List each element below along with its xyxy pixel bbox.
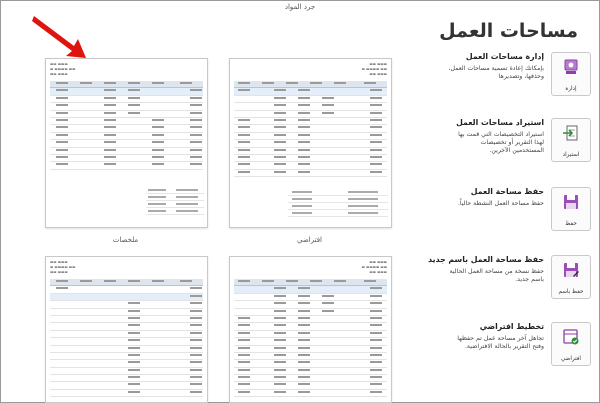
report-caption: جرد المواد (284, 3, 316, 11)
action-manage-workspaces (404, 48, 594, 110)
thumbnail-header: ▬▬ ▬▬▬ ▬ ▬▬▬▬ ▬▬ ▬▬ ▬▬▬ (50, 260, 76, 274)
action-description: حفظ نسخة من مساحة العمل الحالية باسم جديد. (449, 268, 544, 283)
thumbnail-table (50, 81, 203, 170)
action-save-workspace-as (404, 251, 594, 313)
action-description: بإمكانك إعادة تسمية مساحات العمل، وحذفها، وتصديرها (448, 65, 544, 80)
save-as-icon (562, 261, 580, 279)
thumbnail-summary (288, 189, 388, 217)
workspace-thumbnail-default[interactable] (229, 58, 392, 228)
arrow-pointer-icon (28, 12, 88, 60)
default-layout-icon (562, 328, 580, 346)
workspace-thumbnail-summaries[interactable] (45, 58, 208, 228)
action-title: استيراد مساحات العمل (456, 118, 544, 127)
manage-button[interactable]: إدارة (551, 52, 591, 96)
thumbnail-header: ▬▬ ▬▬▬ ▬ ▬▬▬▬ ▬▬ ▬▬ ▬▬▬ (361, 62, 387, 76)
save-icon (562, 193, 580, 211)
workspace-label: ملخصات (112, 236, 139, 244)
action-title: تخطيط افتراضي (479, 322, 544, 331)
manage-icon (562, 58, 580, 76)
action-title: حفظ مساحة العمل (470, 187, 544, 196)
thumbnail-header: ▬▬ ▬▬▬ ▬ ▬▬▬▬ ▬▬ ▬▬ ▬▬▬ (361, 260, 387, 274)
workspace-thumbnail-3[interactable] (229, 256, 392, 403)
thumbnail-table (234, 81, 387, 177)
action-title: حفظ مساحة العمل باسم جديد (428, 255, 544, 264)
thumbnail-summary (146, 187, 204, 215)
default-layout-button[interactable]: افتراضي (551, 322, 591, 366)
action-save-workspace (404, 183, 594, 245)
action-import-workspaces (404, 114, 594, 176)
action-default-layout (404, 318, 594, 380)
thumbnail-table (50, 279, 203, 397)
action-description: تجاهل آخر مساحة عمل تم حفظها وفتح التقرير بالحالة الافتراضية. (457, 335, 544, 350)
import-icon (562, 124, 580, 142)
import-button[interactable]: استيراد (551, 118, 591, 162)
workspace-label: افتراضي (297, 236, 322, 244)
save-as-button[interactable]: حفظ باسم (551, 255, 591, 299)
thumbnail-table (234, 279, 387, 397)
page-title: مساحات العمل (439, 20, 578, 42)
action-title: إدارة مساحات العمل (465, 52, 544, 61)
action-description: استيراد التخصيصات التي قمت بها لهذا التقرير أو تخصيصات المستخدمين الآخرين. (458, 131, 544, 154)
save-button[interactable]: حفظ (551, 187, 591, 231)
action-description: حفظ مساحة العمل النشطة حالياً. (457, 200, 544, 207)
thumbnail-header: ▬▬ ▬▬▬ ▬ ▬▬▬▬ ▬▬ ▬▬ ▬▬▬ (50, 62, 76, 76)
workspace-thumbnail-4[interactable] (45, 256, 208, 403)
